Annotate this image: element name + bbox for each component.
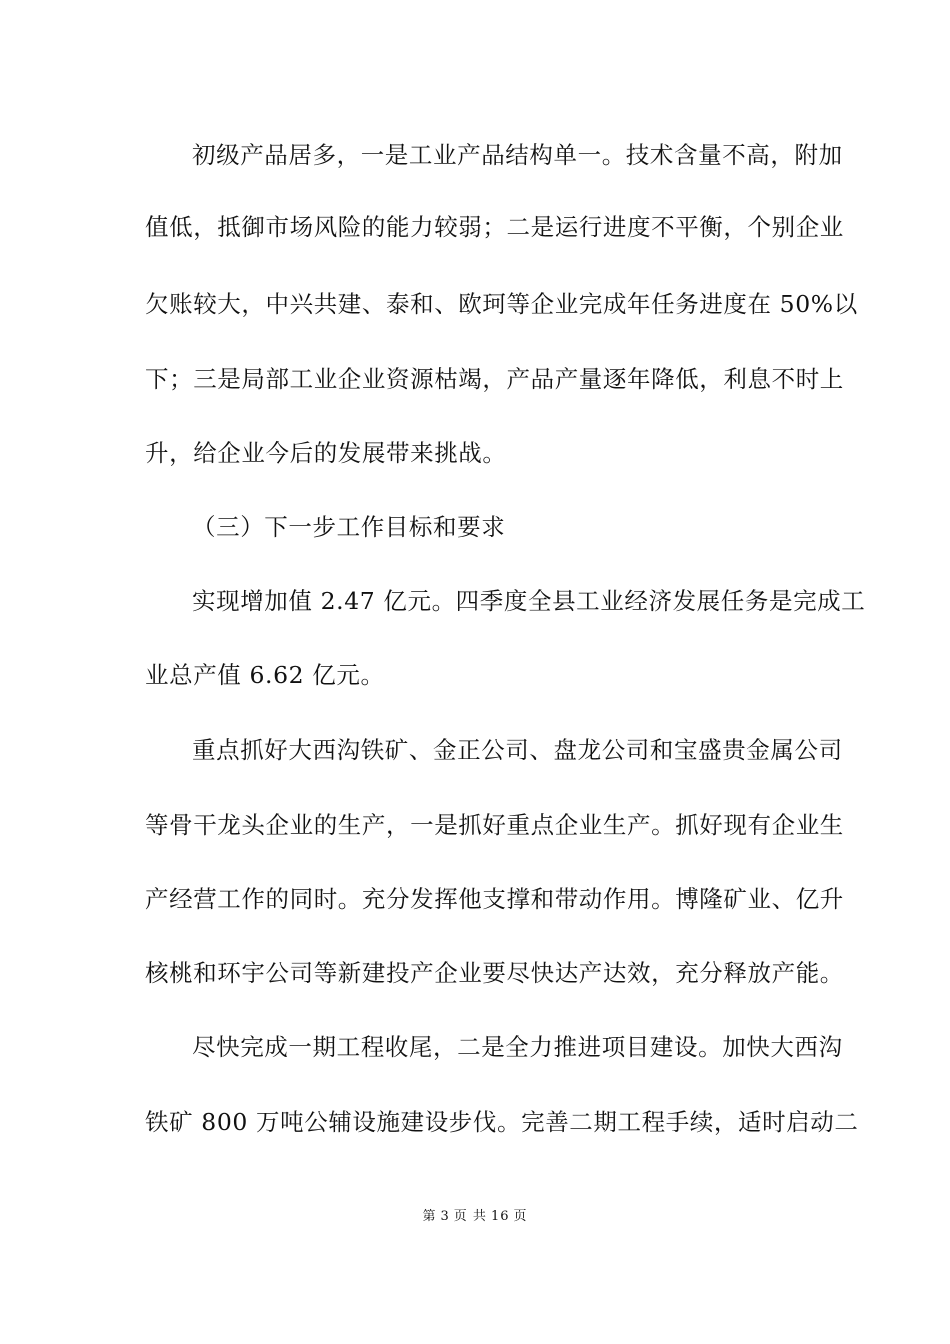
paragraph-line: 值低，抵御市场风险的能力较弱；二是运行进度不平衡，个别企业 [145, 213, 844, 241]
paragraph-line: 重点抓好大西沟铁矿、金正公司、盘龙公司和宝盛贵金属公司 [192, 736, 843, 764]
page-footer [0, 1208, 950, 1226]
footer-suffix: 页 [513, 1209, 528, 1224]
paragraph-line: 铁矿 800 万吨公辅设施建设步伐。完善二期工程手续，适时启动二 [145, 1108, 859, 1136]
paragraph-line: 初级产品居多，一是工业产品结构单一。技术含量不高，附加 [192, 141, 843, 169]
paragraph-line: 产经营工作的同时。充分发挥他支撑和带动作用。博隆矿业、亿升 [145, 885, 844, 913]
current-page-number: 3 [440, 1209, 450, 1224]
section-heading: （三）下一步工作目标和要求 [192, 513, 506, 541]
paragraph-line: 等骨干龙头企业的生产，一是抓好重点企业生产。抓好现有企业生 [145, 811, 844, 839]
footer-prefix: 第 [422, 1209, 437, 1224]
paragraph-line: 核桃和环宇公司等新建投产企业要尽快达产达效，充分释放产能。 [145, 959, 844, 987]
footer-middle: 页 共 [453, 1209, 487, 1224]
paragraph-line: 业总产值 6.62 亿元。 [145, 661, 385, 689]
total-pages-number: 16 [490, 1209, 510, 1224]
paragraph-line: 尽快完成一期工程收尾，二是全力推进项目建设。加快大西沟 [192, 1033, 843, 1061]
paragraph-line: 下；三是局部工业企业资源枯竭，产品产量逐年降低，利息不时上 [145, 365, 844, 393]
paragraph-line: 实现增加值 2.47 亿元。四季度全县工业经济发展任务是完成工 [192, 587, 866, 615]
paragraph-line: 欠账较大，中兴共建、泰和、欧珂等企业完成年任务进度在 50%以 [145, 290, 858, 318]
paragraph-line: 升，给企业今后的发展带来挑战。 [145, 439, 507, 467]
